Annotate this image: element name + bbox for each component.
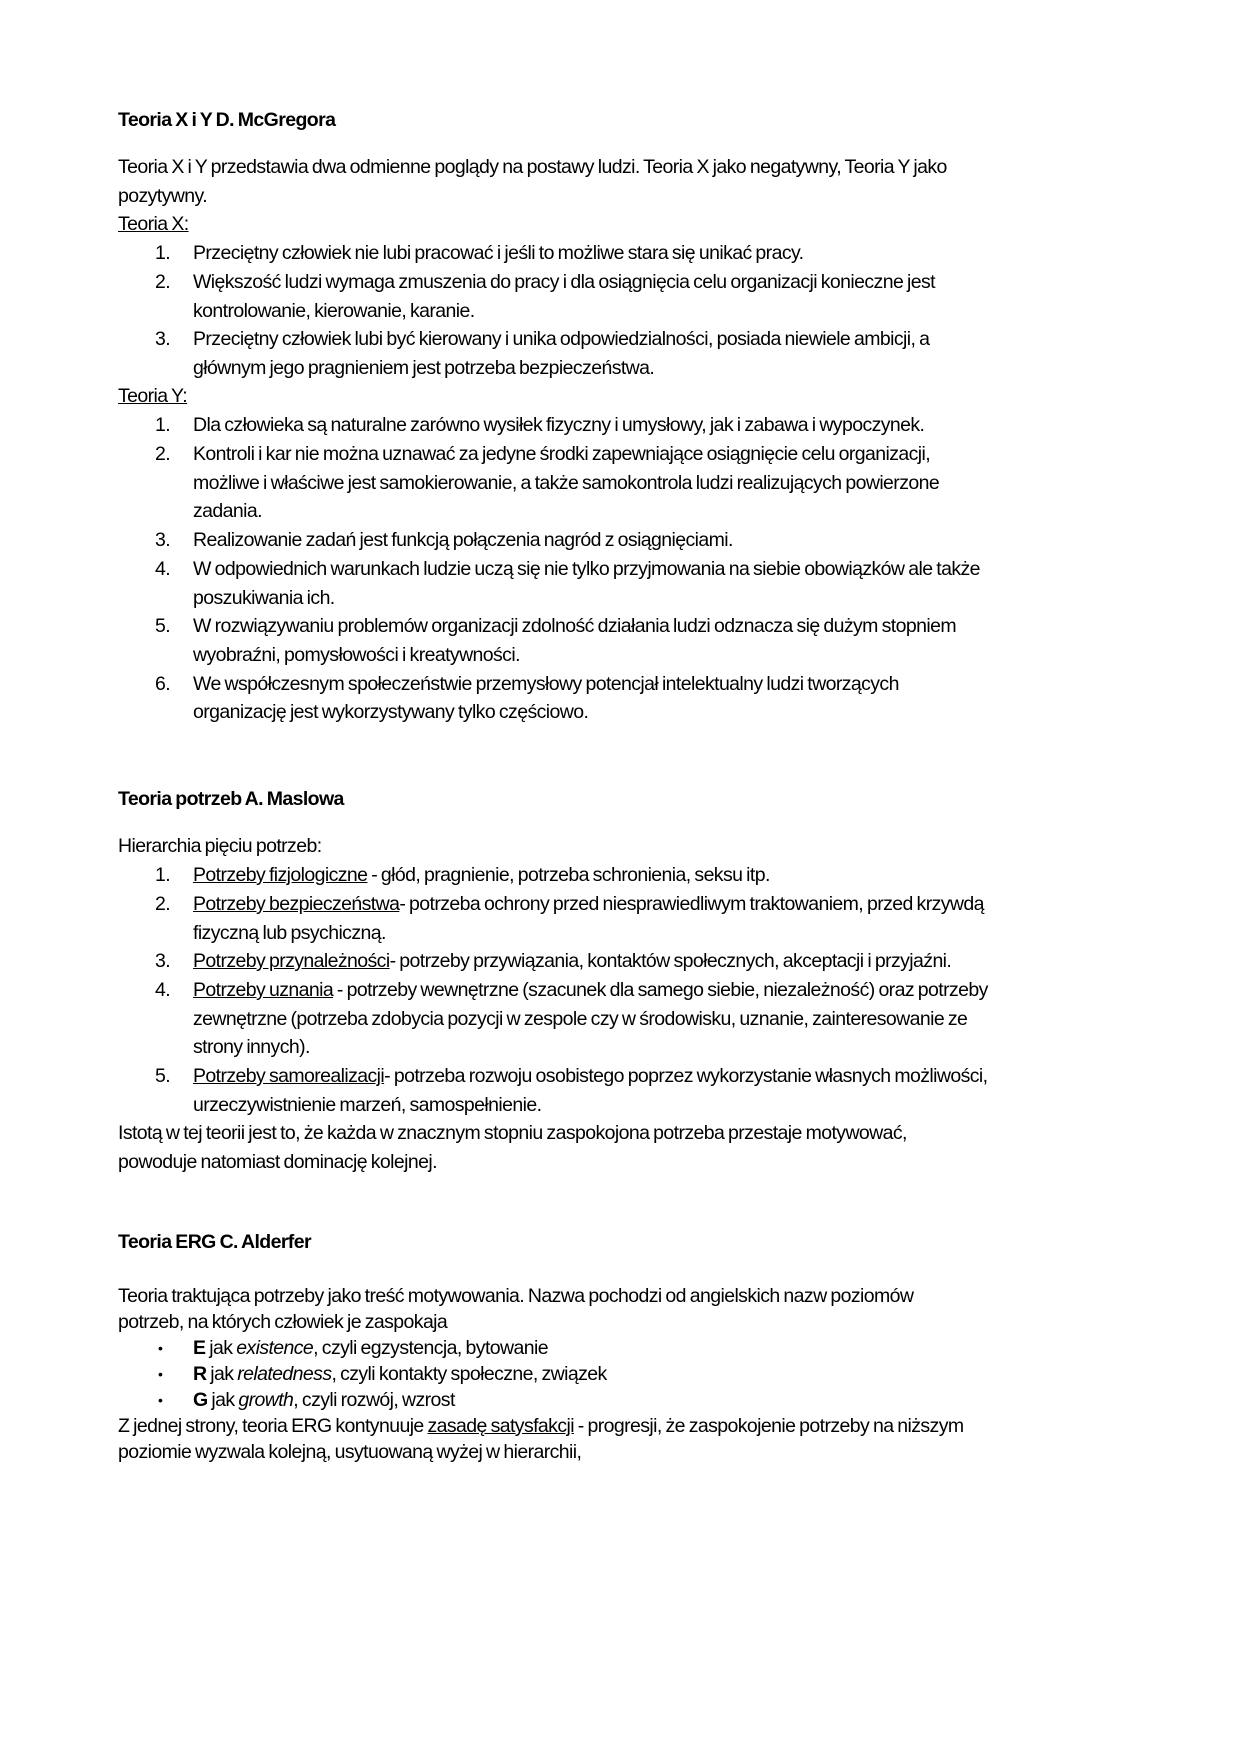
list-text: fizyczną lub psychiczną.: [193, 922, 386, 944]
paragraph-line: Teoria traktująca potrzeby jako treść motywowania. Nazwa pochodzi od angielskich nazw poziomów: [118, 1285, 914, 1307]
erg-letter: G: [193, 1389, 208, 1411]
list-text: We współczesnym społeczeństwie przemysłowy potencjał intelektualny ludzi tworzących: [193, 673, 899, 695]
erg-term: relatedness: [237, 1363, 332, 1385]
paragraph-line: pozytywny.: [118, 185, 208, 207]
list-number: 5.: [155, 615, 171, 637]
bullet-text: [193, 1388, 455, 1412]
list-number: 3.: [155, 328, 171, 350]
list-text: W rozwiązywaniu problemów organizacji zdolność działania ludzi odznacza się dużym stopniem: [193, 615, 956, 637]
need-term: Potrzeby przynależności: [193, 950, 390, 972]
paragraph-line: powoduje natomiast dominację kolejnej.: [118, 1151, 437, 1173]
closing-text: Z jednej strony, teoria ERG kontynuuje: [118, 1415, 428, 1437]
list-text: organizację jest wykorzystywany tylko częściowo.: [193, 701, 589, 723]
erg-term: existence: [236, 1337, 314, 1359]
list-text: zadania.: [193, 500, 262, 522]
need-term: Potrzeby uznania: [193, 979, 334, 1001]
paragraph-line: Hierarchia pięciu potrzeb:: [118, 835, 322, 857]
erg-description: , czyli egzystencja, bytowanie: [313, 1337, 548, 1359]
list-text: wyobraźni, pomysłowości i kreatywności.: [193, 644, 520, 666]
bullet-icon: •: [158, 1366, 163, 1382]
list-text: [193, 892, 984, 916]
list-text: poszukiwania ich.: [193, 587, 335, 609]
satisfaction-principle-term: zasadę satysfakcji: [427, 1415, 574, 1437]
list-text: Przeciętny człowiek nie lubi pracować i jeśli to możliwe stara się unikać pracy.: [193, 242, 804, 264]
list-number: 4.: [155, 979, 171, 1001]
bullet-connector: jak: [207, 1389, 239, 1411]
need-term: Potrzeby fizjologiczne: [193, 864, 368, 886]
list-text: kontrolowanie, kierowanie, karanie.: [193, 300, 475, 322]
erg-description: , czyli rozwój, wzrost: [293, 1389, 455, 1411]
list-text: W odpowiednich warunkach ludzie uczą się nie tylko przyjmowania na siebie obowiązków ale także: [193, 558, 980, 580]
list-text: [193, 1064, 987, 1088]
paragraph-line: Teoria X i Y przedstawia dwa odmienne poglądy na postawy ludzi. Teoria X jako negatywny, Teoria Y jako: [118, 156, 947, 178]
list-text: Przeciętny człowiek lubi być kierowany i unika odpowiedzialności, posiada niewiele ambicji, a: [193, 328, 930, 350]
list-text: [193, 978, 988, 1002]
subheading-theory-x: Teoria X:: [118, 213, 189, 235]
bullet-text: [193, 1336, 548, 1360]
list-text: [193, 863, 770, 887]
erg-description: , czyli kontakty społeczne, związek: [331, 1363, 607, 1385]
list-text: [193, 949, 951, 973]
bullet-connector: jak: [206, 1363, 238, 1385]
list-number: 2.: [155, 893, 171, 915]
section-title-maslow: Teoria potrzeb A. Maslowa: [118, 788, 344, 810]
need-description: - głód, pragnienie, potrzeba schronienia, seksu itp.: [367, 864, 770, 886]
erg-term: growth: [238, 1389, 294, 1411]
closing-text: - progresji, że zaspokojenie potrzeby na niższym: [573, 1415, 964, 1437]
need-term: Potrzeby samorealizacji: [193, 1065, 385, 1087]
erg-letter: R: [193, 1363, 207, 1385]
list-number: 3.: [155, 529, 171, 551]
paragraph-line: [118, 1414, 964, 1438]
list-number: 1.: [155, 242, 171, 264]
list-number: 1.: [155, 414, 171, 436]
list-number: 1.: [155, 864, 171, 886]
section-title-erg: Teoria ERG C. Alderfer: [118, 1231, 311, 1253]
section-title-mcgregor: Teoria X i Y D. McGregora: [118, 109, 336, 131]
bullet-text: [193, 1362, 607, 1386]
list-number: 3.: [155, 950, 171, 972]
need-description: - potrzeba ochrony przed niesprawiedliwym traktowaniem, przed krzywdą: [399, 893, 984, 915]
need-term: Potrzeby bezpieczeństwa: [193, 893, 400, 915]
bullet-icon: •: [158, 1340, 163, 1356]
list-number: 6.: [155, 673, 171, 695]
erg-letter: E: [193, 1337, 206, 1359]
subheading-theory-y: Teoria Y:: [118, 385, 188, 407]
paragraph-line: potrzeb, na których człowiek je zaspokaja: [118, 1311, 448, 1333]
bullet-connector: jak: [205, 1337, 237, 1359]
list-number: 2.: [155, 443, 171, 465]
list-text: Kontroli i kar nie można uznawać za jedyne środki zapewniające osiągnięcie celu organizacji,: [193, 443, 931, 465]
list-text: Większość ludzi wymaga zmuszenia do pracy i dla osiągnięcia celu organizacji konieczne jest: [193, 271, 935, 293]
list-text: urzeczywistnienie marzeń, samospełnienie.: [193, 1094, 542, 1116]
need-description: - potrzeba rozwoju osobistego poprzez wykorzystanie własnych możliwości,: [384, 1065, 988, 1087]
list-number: 2.: [155, 271, 171, 293]
list-text: zewnętrzne (potrzeba zdobycia pozycji w zespole czy w środowisku, uznanie, zainteresowanie ze: [193, 1008, 968, 1030]
list-number: 4.: [155, 558, 171, 580]
need-description: - potrzeby przywiązania, kontaktów społecznych, akceptacji i przyjaźni.: [389, 950, 952, 972]
list-number: 5.: [155, 1065, 171, 1087]
list-text: Dla człowieka są naturalne zarówno wysiłek fizyczny i umysłowy, jak i zabawa i wypoczynek.: [193, 414, 925, 436]
list-text: Realizowanie zadań jest funkcją połączenia nagród z osiągnięciami.: [193, 529, 733, 551]
paragraph-line: poziomie wyzwala kolejną, usytuowaną wyżej w hierarchii,: [118, 1441, 582, 1463]
list-text: strony innych).: [193, 1036, 310, 1058]
need-description: - potrzeby wewnętrzne (szacunek dla samego siebie, niezależność) oraz potrzeby: [333, 979, 988, 1001]
list-text: głównym jego pragnieniem jest potrzeba bezpieczeństwa.: [193, 357, 655, 379]
list-text: możliwe i właściwe jest samokierowanie, a także samokontrola ludzi realizujących powierzone: [193, 472, 940, 494]
paragraph-line: Istotą w tej teorii jest to, że każda w znacznym stopniu zaspokojona potrzeba przestaje motywować,: [118, 1122, 907, 1144]
bullet-icon: •: [158, 1392, 163, 1408]
